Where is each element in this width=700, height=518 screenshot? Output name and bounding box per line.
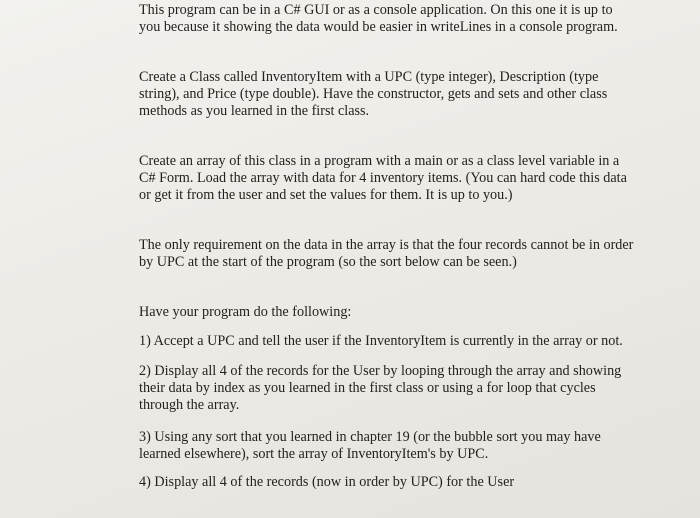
text-line: This program can be in a C# GUI or as a console application. On this one it is up to: [139, 2, 613, 18]
task-item-3: [139, 429, 601, 463]
text-line: Create an array of this class in a program with a main or as a class level variable in a: [139, 153, 620, 169]
text-line: methods as you learned in the first class.: [139, 103, 370, 119]
intro-paragraph: [139, 2, 618, 36]
text-line: through the array.: [139, 397, 240, 413]
text-line: Have your program do the following:: [139, 304, 352, 320]
text-line: you because it showing the data would be easier in writeLines in a console program.: [139, 19, 618, 35]
text-line: C# Form. Load the array with data for 4 inventory items. (You can hard code this data: [139, 170, 627, 186]
text-line: by UPC at the start of the program (so the sort below can be seen.): [139, 254, 517, 270]
text-line: 4) Display all 4 of the records (now in order by UPC) for the User: [139, 474, 515, 490]
text-line: string), and Price (type double). Have the constructor, gets and sets and other class: [139, 86, 608, 102]
text-line: The only requirement on the data in the array is that the four records cannot be in order: [139, 237, 634, 253]
task-item-2: [139, 363, 621, 414]
array-paragraph: [139, 153, 627, 204]
text-line: 2) Display all 4 of the records for the User by looping through the array and showing: [139, 363, 622, 379]
class-definition-paragraph: [139, 69, 607, 120]
text-line: learned elsewhere), sort the array of InventoryItem's by UPC.: [139, 446, 489, 462]
requirement-paragraph: [139, 237, 633, 271]
task-item-1: [139, 333, 623, 350]
text-line: their data by index as you learned in the first class or using a for loop that cycles: [139, 380, 596, 396]
text-line: 1) Accept a UPC and tell the user if the InventoryItem is currently in the array or not.: [139, 333, 623, 349]
task-list-heading: [139, 304, 351, 321]
text-line: or get it from the user and set the values for them. It is up to you.): [139, 187, 513, 203]
text-line: Create a Class called InventoryItem with a UPC (type integer), Description (type: [139, 69, 599, 85]
text-line: 3) Using any sort that you learned in chapter 19 (or the bubble sort you may have: [139, 429, 601, 445]
task-item-4: [139, 474, 514, 491]
